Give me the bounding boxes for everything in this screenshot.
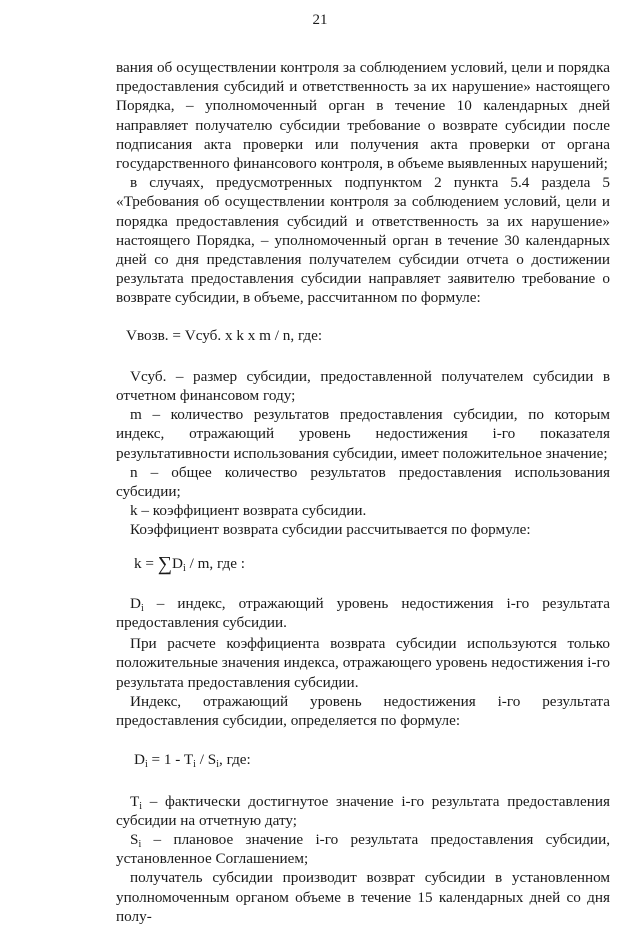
paragraph: получатель субсидии производит возврат субсидии в установленном уполномоченным органом объеме в течение 15 календарных дней со дня полу- [116, 869, 610, 925]
paragraph: При расчете коэффициента возврата субсидии используются только положительные значения индекса, отражающего уровень недостижения i-го результата предоставления субсидии. [116, 635, 610, 691]
formula-part: / m, где : [185, 554, 245, 572]
formula-coefficient [116, 554, 610, 574]
formula-part: k = [134, 554, 158, 572]
subscript: i [144, 759, 148, 771]
formula-index [116, 750, 610, 769]
paragraph: вания об осуществлении контроля за соблюдением условий, цели и порядка предоставления субсидий и ответственность за их нарушение» настоящего Порядка, – уполномоченный орган в течение 10 календарных дней направляет получателю субсидии требование о возврате субсидии после подписания акта проверки или получения акта проверки от органа государственного финансового контроля, в объеме выявленных нарушений; [116, 59, 610, 173]
formula-part: D [134, 751, 145, 769]
definition-text: – фактически достигнутое значение i-го результата предоставления субсидии на отчетную дату; [116, 792, 610, 829]
sum-symbol: ∑ [157, 552, 173, 575]
definition-text: – плановое значение i-го результата предоставления субсидии, установленное Соглашением; [116, 830, 610, 868]
definition-text: – индекс, отражающий уровень недостижения i-го результата предоставления субсидии. [116, 594, 610, 632]
document-body [116, 58, 610, 926]
formula-part: D [172, 554, 183, 572]
symbol: S [130, 830, 139, 848]
subscript: i [183, 562, 186, 574]
subscript: i [139, 800, 143, 812]
definition-k: k – коэффициент возврата субсидии. [130, 502, 367, 520]
definition-m: m – количество результатов предоставления субсидии, по которым индекс, отражающий уровень недостижения i-го показателя результативности использования субсидии, имеет положительное значение; [116, 406, 610, 462]
formula-return-volume: Vвозв. = Vсуб. x k x m / n, где: [126, 326, 323, 344]
definition-d [116, 594, 610, 632]
definition-s [116, 830, 610, 868]
definition-v-sub: Vсуб. – размер субсидии, предоставленной получателем субсидии в отчетном финансовом году; [116, 367, 610, 405]
page-number: 21 [312, 12, 328, 28]
definition-n: n – общее количество результатов предоставления использования субсидии; [116, 463, 610, 501]
subscript: i [138, 838, 142, 850]
definition-t [116, 792, 610, 830]
formula-part: = 1 - T [147, 751, 194, 769]
symbol: T [130, 792, 140, 810]
subscript: i [140, 602, 144, 614]
paragraph: Коэффициент возврата субсидии рассчитывается по формуле: [130, 521, 531, 539]
paragraph: в случаях, предусмотренных подпунктом 2 пункта 5.4 раздела 5 «Требования об осуществлении контроля за соблюдением условий, цели и порядка предоставления субсидий и ответственность за их нарушение» настоящего Порядка, – уполномоченный орган в течение 30 календарных дней со дня представления получателем субсидии отчета о достижении результата предоставления субсидии направляет заявителю требование о возврате субсидии, в объеме, рассчитанном по формуле: [116, 174, 610, 307]
formula-part: , где: [219, 751, 251, 769]
subscript: i [216, 759, 219, 771]
subscript: i [193, 759, 196, 771]
paragraph: Индекс, отражающий уровень недостижения i-го результата предоставления субсидии, определяется по формуле: [116, 692, 610, 730]
formula-part: / S [195, 751, 217, 769]
symbol: D [130, 594, 141, 612]
